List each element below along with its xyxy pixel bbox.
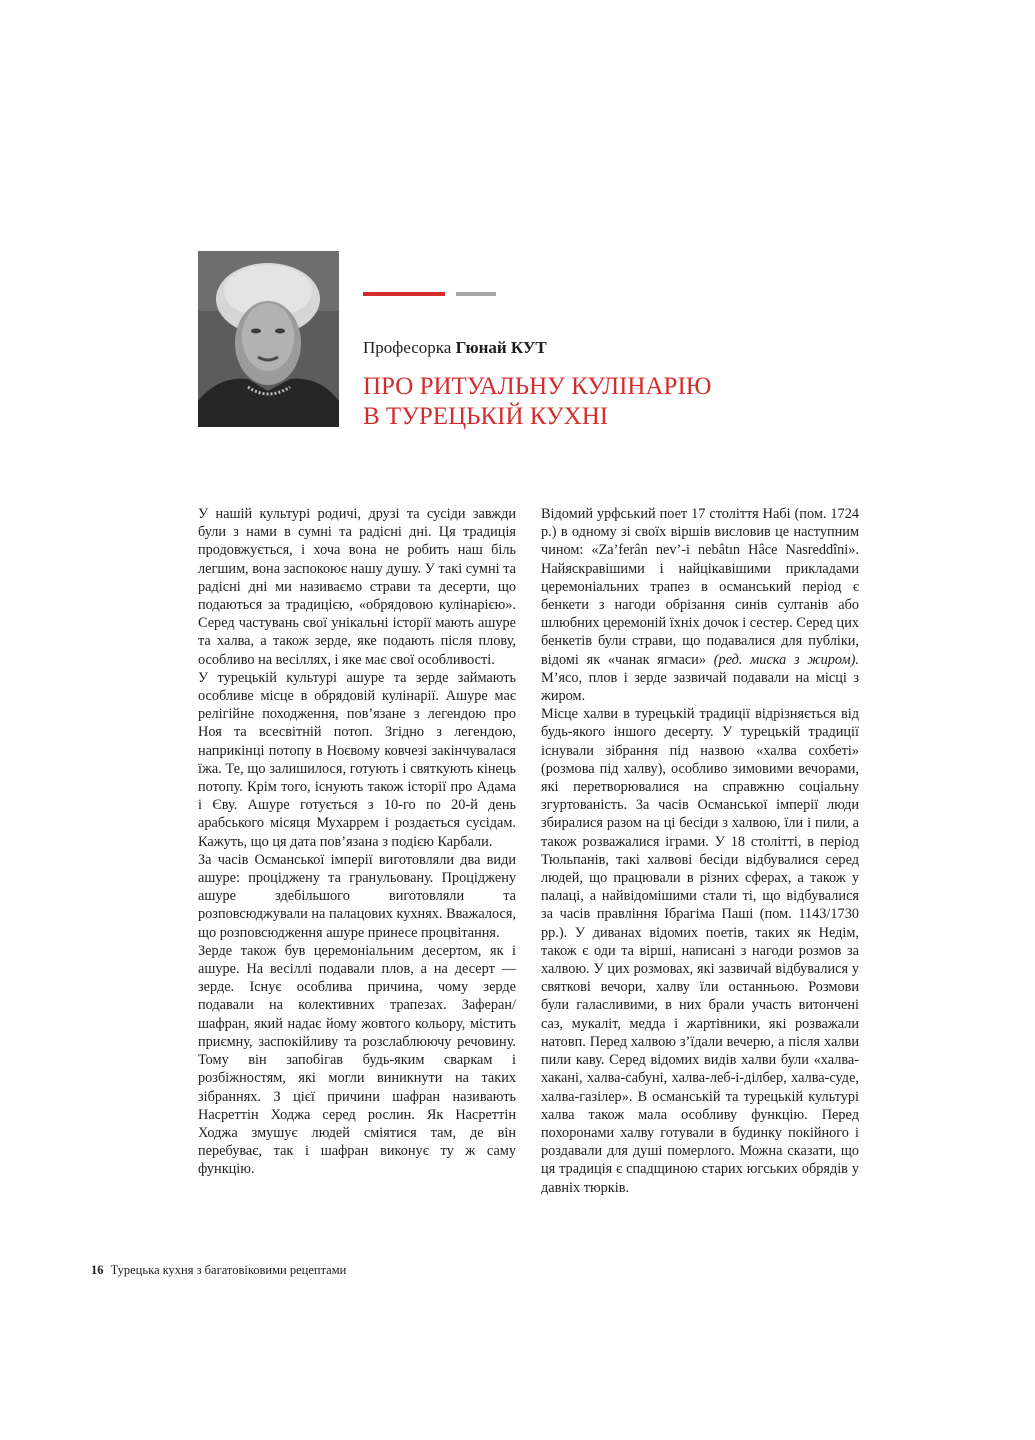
editor-note: (ред. миска з жиром).	[713, 651, 859, 668]
left-paragraph-2: У турецькій культурі ашуре та зерде займають особливе місце в обрядовій кулінарії. Ашуре має релігійне походження, пов’язане з легендою про Ноя та всесвітній потоп. Згідно з легендою, наприкінці потопу в Ноєвому ковчезі закінчувалася їжа. Те, що залишилося, готують і святкують кінець потопу. Крім того, існують також історії про Адама і Єву. Ашуре готується з 10-го по 20-й день арабського місяця Мухаррем і роздається сусідам. Кажуть, що ця дата пов’язана з подією Карбали.	[198, 669, 516, 850]
right-column	[541, 505, 859, 1197]
left-paragraph-4: Зерде також був церемоніальним десертом, як і ашуре. На весіллі подавали плов, а на десерт — зерде. Існує особлива причина, чому зерде подавали на колективних трапезах. Заферан/шафран, який надає йому жовтого кольору, містить приємну, заспокійливу та розслаблюючу речовину. Тому він запобігав будь-яким сваркам і розбіжностям, які могли виникнути на таких зібраннях. З цієї причини шафран називають Насреттін Ходжа серед рослин. Як Насреттін Ходжа змушує людей сміятися там, де він перебуває, так і шафран виконує ту ж саму функцію.	[198, 942, 516, 1178]
author-line	[363, 337, 547, 359]
left-paragraph-1: У нашій культурі родичі, друзі та сусіди завжди були з нами в сумні та радісні дні. Ця традиція продовжується, і хоча вона не робить наш біль легшим, вона заспокоює нашу душу. У такі сумні та радісні дні ми називаємо страви та десерти, що подаються за традицією, «обрядовою кулінарією». Серед частувань свої унікальні історії мають ашуре та халва, а також зерде, яке подають після плову, особливо на весіллях, і яке має свої особливості.	[198, 506, 516, 668]
right-paragraph-1	[541, 505, 859, 705]
accent-bar-gray	[456, 292, 496, 296]
left-paragraph-3: За часів Османської імперії виготовляли два види ашуре: проціджену та гранульовану. Проціджену ашуре здебільшого виготовляли та розповсюджували на палацових кухнях. Вважалося, що розповсюдження ашуре принесе процвітання.	[198, 851, 516, 941]
right-paragraph-1-start: Відомий урфський поет 17 століття Набі (пом. 1724 р.) в одному зі своїх віршів висловив це наступним чином: «Za’ferân nev’-i nebâtın Hâce Nasreddîni». Найяскравішими і найцікавішими прикладами церемоніальних трапез в османський період є бенкети з нагоди обрізання синів султанів або шлюбних церемоній їхніх дочок і сестер. Серед цих бенкетів були страви, що подавалися для публіки, відомі як «чанак ягмаси»	[541, 506, 859, 668]
article-title	[363, 372, 783, 432]
article-title-line-2: В ТУРЕЦЬКІЙ КУХНІ	[363, 403, 609, 430]
right-paragraph-2: Місце халви в турецькій традиції відрізняється від будь-якого іншого десерту. У турецькій традиції існували зібрання під назвою «халва сохбеті» (розмова під халву), особливо зимовими вечорами, які перетворювалися на справжню соціальну згуртованість. За часів Османської імперії люди збиралися разом на ці бесіди з халвою, їли і пили, а також розважалися іграми. У 18 столітті, в період Тюльпанів, такі халвові бесіди відбувалися серед людей, що працювали в різних сферах, а також у палаці, а найвідомішими стали ті, що відбувалися за часів правління Ібрагіма Паші (пом. 1143/1730 рр.). У диванах відомих поетів, таких як Недім, також є оди та вірші, написані з нагоди розмов за халвою. У цих розмовах, які зазвичай відбувалися у святкові вечори, халву їли останньою. Розмови були галасливими, в них брали участь витончені саз, мукаліт, медда і жартівники, які розважали натовп. Перед халвою з’їдали вечерю, а після халви пили каву. Серед відомих видів халви були «халва-хакані, халва-сабуні, халва-леб-і-ділбер, халва-суде, халва-газілер». В османській та турецькій культурі халва також мала особливу функцію. Перед похоронами халву готували в будинку покійного і роздавали для душі померлого. Можна сказати, що ця традиція є спадщиною старих югських обрядів у давніх тюрків.	[541, 706, 859, 1196]
article-title-line-1: ПРО РИТУАЛЬНУ КУЛІНАРІЮ	[363, 373, 712, 400]
right-paragraph-1-end: М’ясо, плов і зерде зазвичай подавали на місці з жиром.	[541, 669, 859, 705]
book-title: Турецька кухня з багатовіковими рецептами	[110, 1263, 347, 1277]
accent-bar-red	[363, 292, 445, 296]
author-prefix: Професорка	[363, 338, 452, 357]
left-column	[198, 505, 516, 1179]
page-footer	[91, 1262, 346, 1278]
author-portrait	[198, 251, 339, 427]
author-name: Гюнай КУТ	[455, 338, 547, 357]
page-number: 16	[91, 1263, 104, 1277]
portrait-illustration	[198, 251, 339, 427]
